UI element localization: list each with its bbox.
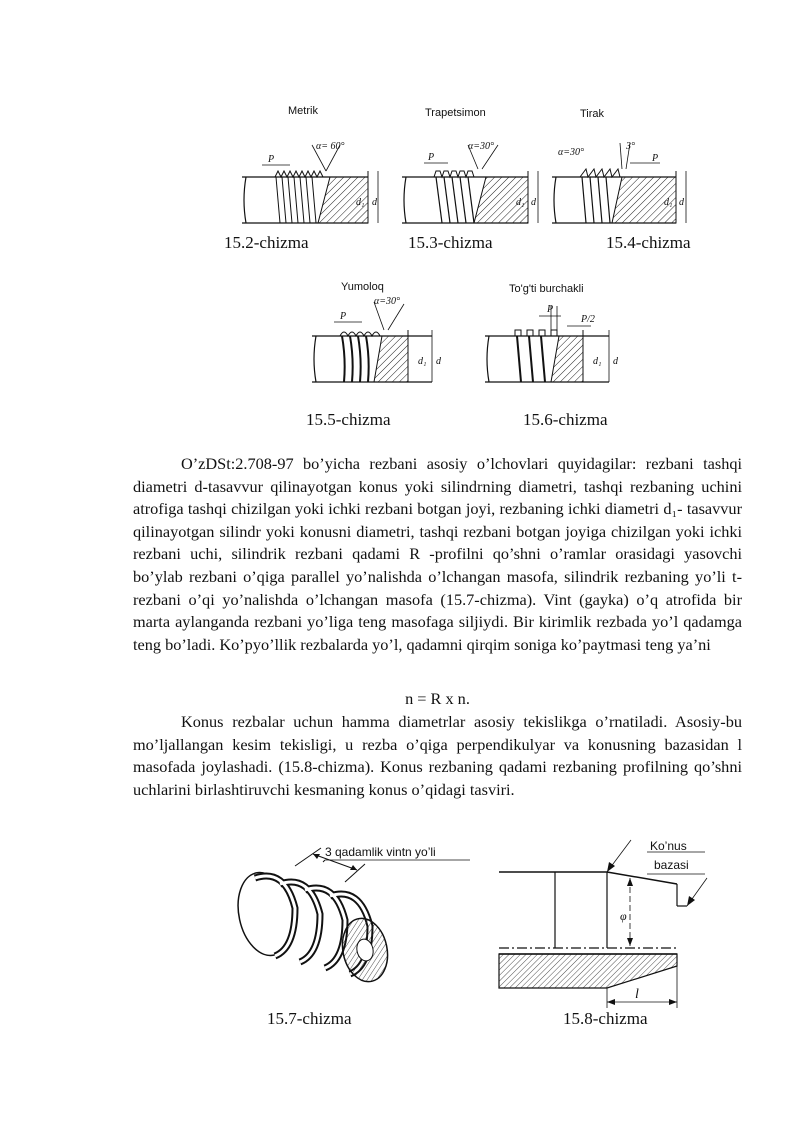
- round-angle-label: α=30°: [374, 296, 400, 307]
- figure-title-tirak: Tirak: [580, 108, 605, 120]
- figure-title-togti: To'g'ti burchakli: [509, 283, 584, 295]
- trapezoid-d-label: d: [531, 197, 536, 208]
- trapezoid-pitch-label: P: [428, 152, 435, 163]
- figure-conical-base: [495, 838, 735, 1010]
- figure-trapezoid-thread: [398, 125, 548, 230]
- square-d-label: d: [613, 356, 618, 367]
- caption-15-3: 15.3-chizma: [408, 233, 493, 252]
- metric-pitch-label: P: [268, 154, 275, 165]
- caption-15-6: 15.6-chizma: [523, 410, 608, 429]
- round-d1-label: d₁: [418, 356, 427, 367]
- cone-callout-line1: Ko’nus: [650, 839, 687, 853]
- cone-hatched-section: [499, 954, 677, 988]
- figure-title-metrik: Metrik: [288, 105, 318, 117]
- caption-15-2: 15.2-chizma: [224, 233, 309, 252]
- trapezoid-angle-label: α=30°: [468, 141, 494, 152]
- square-pitch-label: P: [547, 304, 554, 315]
- buttress-d-label: d: [679, 197, 684, 208]
- metric-d-label: d: [372, 197, 377, 208]
- figure-title-trapetsimon: Trapetsimon: [425, 107, 486, 119]
- paragraph-conical-threads: Konus rezbalar uchun hamma diametrlar asosiy tekislikga o’rnatiladi. Asosiy-bu mo’ljallangan kesim tekisligi, u rezba o’qiga perpendikulyar va konusning bazasidan l masofada joylashadi. (15.8-chizma). Konus rezbaning qadami rezbaning profilning qo’shni uchlarini birlashtiruvchi kesmaning konus o’qidagi tasviri.: [133, 712, 742, 799]
- figure-multistart-screw: [225, 838, 475, 1008]
- caption-15-8: 15.8-chizma: [563, 1009, 648, 1028]
- metric-threads: [275, 171, 323, 177]
- buttress-pitch-label: P: [652, 153, 659, 164]
- cone-length-label: l: [635, 987, 639, 1002]
- figure-square-thread: [475, 290, 635, 390]
- caption-15-4: 15.4-chizma: [606, 233, 691, 252]
- trapezoid-d1-label: d₁: [516, 197, 525, 208]
- formula-lead: n = R x n.: [405, 689, 470, 708]
- cone-diameter-label: φ: [620, 909, 627, 923]
- round-d-label: d: [436, 356, 441, 367]
- trapezoid-threads: [434, 171, 474, 177]
- buttress-angle2-label: 3°: [626, 141, 635, 152]
- figure-buttress-thread: [550, 125, 700, 230]
- cone-callout-line2: bazasi: [654, 858, 689, 872]
- caption-15-7: 15.7-chizma: [267, 1009, 352, 1028]
- metric-d1-label: d₁: [356, 197, 365, 208]
- figure-metric-thread: [240, 125, 390, 230]
- buttress-d1-label: d₁: [664, 197, 673, 208]
- screw-callout: 3 qadamlik vintn yo’li: [325, 845, 436, 859]
- square-d1-label: d₁: [593, 356, 602, 367]
- buttress-threads: [580, 169, 620, 177]
- square-threads: [515, 330, 557, 336]
- figure-round-thread: [300, 290, 450, 390]
- caption-15-5: 15.5-chizma: [306, 410, 391, 429]
- square-half-pitch-label: P/2: [581, 314, 595, 325]
- round-threads: [340, 332, 380, 336]
- buttress-angle-label: α=30°: [558, 147, 584, 158]
- paragraph-thread-dimensions: O’zDSt:2.708-97 bo’yicha rezbani asosiy o’lchovlari quyidagilar: rezbani tashqi diametri d-tasavvur qilinayotgan konus yoki silindrning diametri, tashqi rezbaning uchini atrofiga tashqi chizilgan yoki ichki rezbani botgan joyi, rezbaning ichki diametri d₁- tasavvur qilinayotgan silindr yoki konusni diametri, tashqi rezbani botgan joyiga chizilgan yoki ichki rezbani uchi, silindrik rezbani qadami R -profilni qo’shni o’ramlar orasidagi yasovchi bo’ylab rezbani o’qiga parallel yo’nalishda o’lchangan masofa, silindrik rezbaning yo’li t-rezbani o’qi yo’nalishda o’lchangan masofa (15.7-chizma). Vint (gayka) o’q atrofida bir marta aylanganda rezbani yo’liga teng masofaga siljiydi. Bir kirimlik rezbada yo’l qadamga teng bo’ladi. Ko’pyo’llik rezbalarda yo’l, qadamni qirqim soniga ko’paytmasi teng ya’ni: [133, 454, 742, 654]
- metric-angle-label: α= 60°: [316, 141, 345, 152]
- figure-title-yumoloq: Yumoloq: [341, 281, 384, 293]
- round-pitch-label: P: [340, 311, 347, 322]
